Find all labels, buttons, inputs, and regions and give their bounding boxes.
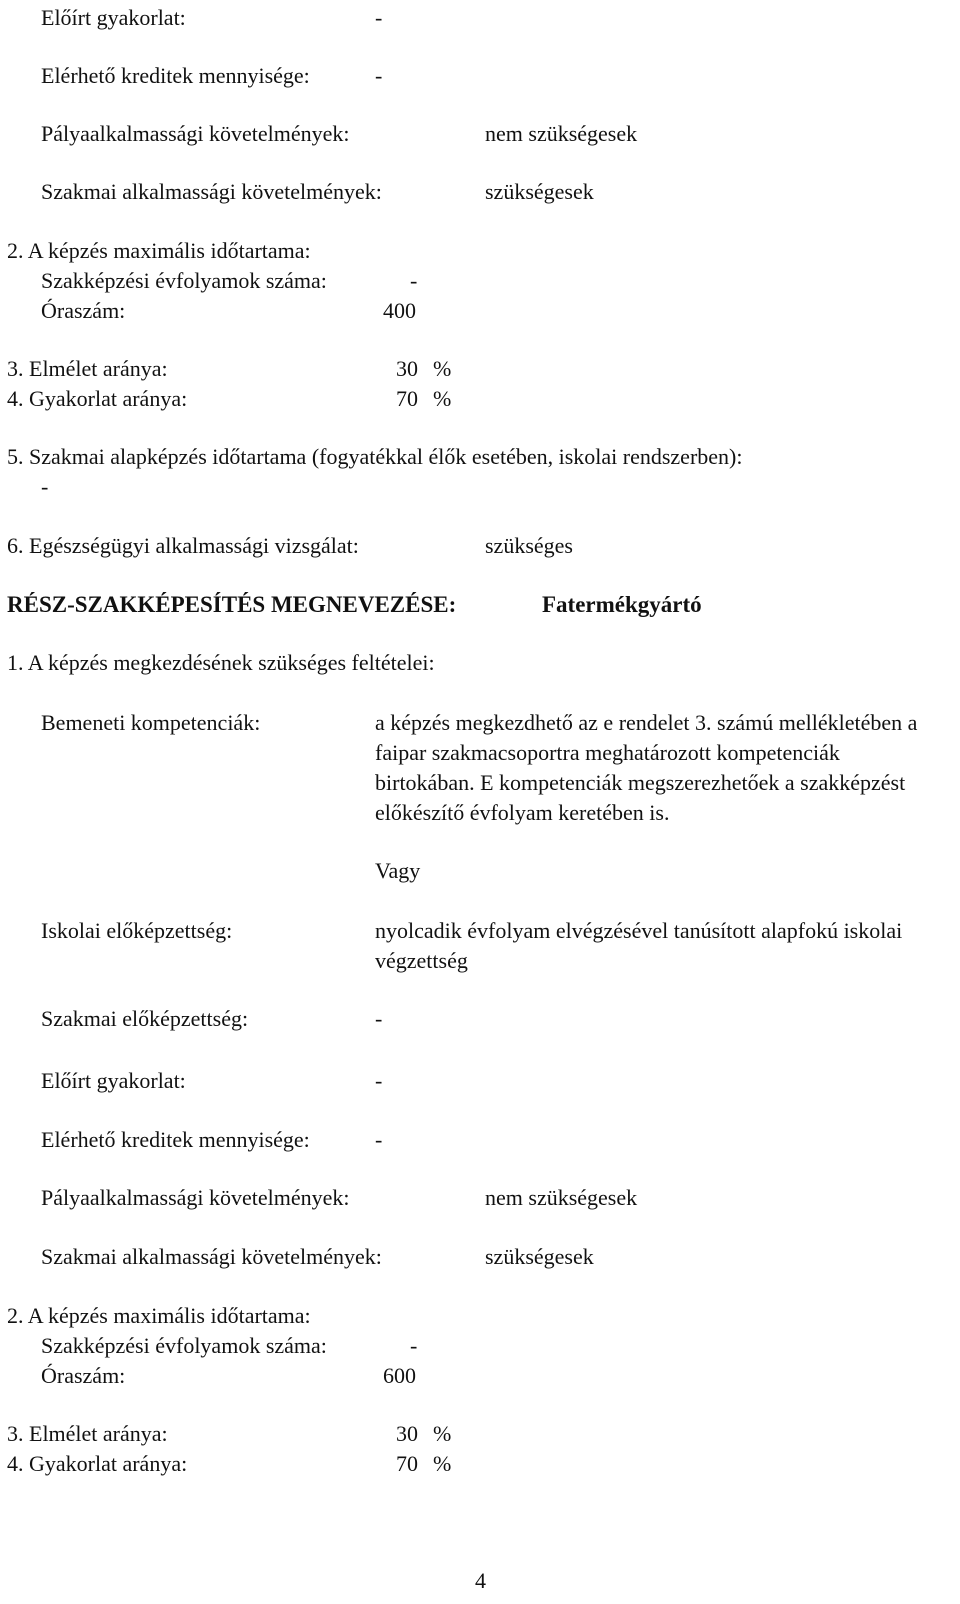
gyakorlat-unit: %: [433, 386, 452, 411]
iskolai-label: Iskolai előképzettség:: [41, 918, 233, 943]
bemeneti-value: a képzés megkezdhető az e rendelet 3. számú mellékletében a faipar szakmacsoportra meghatározott kompetenciák birtokában. E kompetenciák megszerezhetőek a szakképzést előkészítő évfolyam keretében is.: [375, 710, 918, 825]
page-number: 4: [475, 1568, 486, 1593]
gyakorlat-label: 4. Gyakorlat aránya:: [7, 386, 188, 411]
szakmai-elokepzettseg-label: Szakmai előképzettség:: [41, 1006, 249, 1031]
egeszsegugyi-value: szükséges: [485, 533, 573, 558]
resz-szakmai-alkalmassagi-value: szükségesek: [485, 1244, 594, 1269]
evfolyamok-value: -: [410, 268, 418, 293]
resz-max-idotartam-heading: 2. A képzés maximális időtartama:: [7, 1303, 311, 1328]
feltetelek-heading: 1. A képzés megkezdésének szükséges feltételei:: [7, 650, 435, 675]
resz-szakkepesites-name: Fatermékgyártó: [542, 592, 702, 617]
iskolai-value: nyolcadik évfolyam elvégzésével tanúsított alapfokú iskolai végzettség: [375, 918, 903, 973]
elmelet-unit: %: [433, 356, 452, 381]
oraszam-value: 400: [383, 298, 416, 323]
resz-kreditek-label: Elérhető kreditek mennyisége:: [41, 1127, 310, 1152]
max-idotartam-heading: 2. A képzés maximális időtartama:: [7, 238, 311, 263]
resz-szakmai-alkalmassagi-label: Szakmai alkalmassági követelmények:: [41, 1244, 382, 1269]
resz-evfolyamok-value: -: [410, 1333, 418, 1358]
alapkepzes-label: 5. Szakmai alapképzés időtartama (fogyatékkal élők esetében, iskolai rendszerben):: [7, 444, 743, 469]
bemeneti-label: Bemeneti kompetenciák:: [41, 710, 261, 735]
egeszsegugyi-label: 6. Egészségügyi alkalmassági vizsgálat:: [7, 533, 359, 558]
kreditek-value: -: [375, 63, 383, 88]
resz-gyakorlat-unit: %: [433, 1451, 452, 1476]
resz-oraszam-value: 600: [383, 1363, 416, 1388]
resz-gyakorlat-value: 70: [396, 1451, 418, 1476]
bemeneti-vagy: Vagy: [375, 858, 421, 883]
elmelet-value: 30: [396, 356, 418, 381]
gyakorlat-value: 70: [396, 386, 418, 411]
resz-eloirt-gyakorlat-label: Előírt gyakorlat:: [41, 1068, 186, 1093]
resz-kreditek-value: -: [375, 1127, 383, 1152]
eloirt-gyakorlat-label: Előírt gyakorlat:: [41, 5, 186, 30]
resz-gyakorlat-label: 4. Gyakorlat aránya:: [7, 1451, 188, 1476]
szakmai-elokepzettseg-value: -: [375, 1006, 383, 1031]
resz-elmelet-value: 30: [396, 1421, 418, 1446]
resz-elmelet-label: 3. Elmélet aránya:: [7, 1421, 168, 1446]
szakmai-alkalmassagi-value: szükségesek: [485, 179, 594, 204]
evfolyamok-label: Szakképzési évfolyamok száma:: [41, 268, 327, 293]
palyaalkalmassagi-value: nem szükségesek: [485, 121, 638, 146]
oraszam-label: Óraszám:: [41, 298, 126, 323]
resz-palyaalkalmassagi-label: Pályaalkalmassági követelmények:: [41, 1185, 350, 1210]
szakmai-alkalmassagi-label: Szakmai alkalmassági követelmények:: [41, 179, 382, 204]
elmelet-label: 3. Elmélet aránya:: [7, 356, 168, 381]
resz-eloirt-gyakorlat-value: -: [375, 1068, 383, 1093]
resz-oraszam-label: Óraszám:: [41, 1363, 126, 1388]
alapkepzes-value: -: [41, 474, 49, 499]
resz-palyaalkalmassagi-value: nem szükségesek: [485, 1185, 638, 1210]
palyaalkalmassagi-label: Pályaalkalmassági követelmények:: [41, 121, 350, 146]
eloirt-gyakorlat-value: -: [375, 5, 383, 30]
kreditek-label: Elérhető kreditek mennyisége:: [41, 63, 310, 88]
resz-elmelet-unit: %: [433, 1421, 452, 1446]
resz-szakkepesites-heading: RÉSZ-SZAKKÉPESÍTÉS MEGNEVEZÉSE:: [7, 592, 457, 617]
resz-evfolyamok-label: Szakképzési évfolyamok száma:: [41, 1333, 327, 1358]
